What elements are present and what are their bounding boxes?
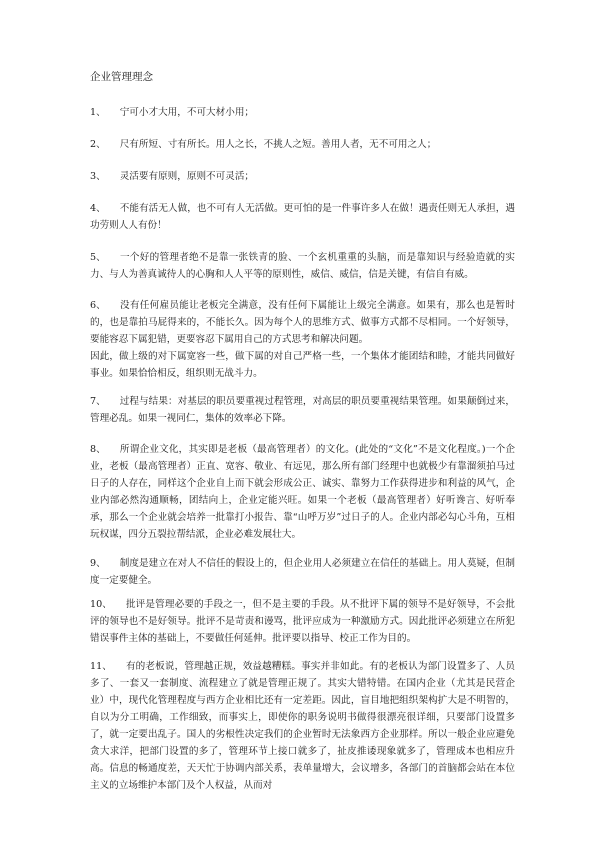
item-number: 10、: [90, 599, 112, 610]
item-number: 1、: [90, 107, 106, 118]
item-paragraph: [90, 297, 515, 348]
item-paragraph: [90, 596, 515, 647]
item-paragraph: [90, 104, 515, 121]
item-number: 2、: [90, 139, 106, 150]
item-paragraph: [90, 249, 515, 283]
item-paragraph: [90, 136, 515, 153]
item-number: 4、: [90, 203, 106, 214]
list-item: [90, 658, 515, 794]
item-text: 灵活要有原则，原则不可灵活；: [119, 171, 255, 182]
list-item: [90, 136, 515, 153]
item-paragraph: [90, 168, 515, 185]
list-item: [90, 200, 515, 234]
item-paragraph: [90, 658, 515, 794]
item-paragraph: [90, 441, 515, 543]
item-text: 有的老板说，管理越正规，效益越糟糕。事实并非如此。有的老板认为部门设置多了、人员多了、一套又一套制度、流程建立了就是管理正规了。其实大错特错。在国内企业（尤其是民营企业）中，现代化管理程度与西方企业相比还有一定差距。因此，盲目地把组织架构扩大是不明智的，自以为分工明确，工作细致，而事实上，即使你的职务说明书做得很漂亮很详细，只要部门设置多了，就一定要出乱子。国人的劣根性决定我们的企业暂时无法象西方企业那样。所以一般企业应避免贪大求洋，把部门设置的多了，管理环节上接口就多了，扯皮推诿现象就多了，管理成本也相应升高。信息的畅通度差，天天忙于协调内部关系，表单量增大，会议增多，各部门的首脑都会站在本位主义的立场维护本部门及个人权益，从而对: [90, 661, 515, 791]
list-item: [90, 168, 515, 185]
item-text: 一个好的管理者绝不是靠一张铁青的脸、一个玄机重重的头脑，而是靠知识与经验造就的实力、与人为善真诚待人的心胸和人人平等的原则性，威信、威信，信是关键，有信自有威。: [90, 252, 515, 280]
item-paragraph: [90, 393, 515, 427]
item-text: 制度是建立在对人不信任的假设上的，但企业用人必须建立在信任的基础上。用人莫疑，但制度一定要健全。: [90, 558, 515, 586]
item-paragraph: [90, 348, 515, 382]
list-item: [90, 249, 515, 283]
item-text: 批评是管理必要的手段之一，但不是主要的手段。从不批评下属的领导不是好领导，不会批评的领导也不是好领导。批评不是苛责和谩骂，批评应成为一种激励方式。因此批评必须建立在所犯错误事件主体的基础上，不要做任何延伸。批评要以指导、校正工作为目的。: [90, 599, 515, 644]
item-text: 宁可小才大用，不可大材小用；: [119, 107, 255, 118]
list-item: [90, 104, 515, 121]
item-number: 9、: [90, 558, 106, 569]
list-item: [90, 297, 515, 382]
list-item: [90, 393, 515, 427]
item-text: 所谓企业文化，其实即是老板（最高管理者）的文化。(此处的“文化”不是文化程度。)一个企业，老板（最高管理者）正直、宽容、敬业、有远见，那么所有部门经理中也就极少有靠溜须拍马过日子的人存在，同样这个企业自上而下就会形成公正、诚实、靠努力工作获得进步和利益的风气，企业内部必然沟通顺畅，团结向上，企业定能兴旺。如果一个老板（最高管理者）好听谗言、好听奉承，那么一个企业就会培养一批靠打小报告、靠“山呼万岁”过日子的人。企业内部必勾心斗角，互相玩权谋，四分五裂拉帮结派，企业必难发展壮大。: [90, 444, 515, 540]
list-item: [90, 555, 515, 589]
item-number: 8、: [90, 444, 106, 455]
document-title: 企业管理理念: [90, 71, 153, 83]
item-number: 5、: [90, 252, 106, 263]
list-item: [90, 441, 515, 543]
item-text: 尺有所短、寸有所长。用人之长，不挑人之短。善用人者，无不可用之人；: [119, 139, 437, 150]
item-number: 6、: [90, 300, 106, 311]
item-text: 没有任何雇员能让老板完全满意，没有任何下属能让上级完全满意。如果有，那么也是暂时的，也是靠拍马屁得来的，不能长久。因为每个人的思维方式、做事方式都不尽相同。一个好领导，要能容忍下属犯错，更要容忍下属用自己的方式思考和解决问题。: [90, 300, 515, 345]
item-number: 7、: [90, 396, 106, 407]
item-number: 3、: [90, 171, 106, 182]
item-paragraph: [90, 555, 515, 589]
item-text: 不能有活无人做，也不可有人无活做。更可怕的是一件事许多人在做！遇责任则无人承担，遇功劳则人人有份！: [90, 203, 515, 231]
item-text: 因此，做上级的对下属宽容一些，做下属的对自己严格一些，一个集体才能团结和睦，才能共同做好事业。如果恰恰相反，组织则无战斗力。: [90, 351, 515, 379]
item-number: 11、: [90, 661, 112, 672]
list-item: [90, 596, 515, 647]
item-text: 过程与结果：对基层的职员要重视过程管理，对高层的职员要重视结果管理。如果颠倒过来，管理必乱。如果一视同仁，集体的效率必下降。: [90, 396, 515, 424]
item-paragraph: [90, 200, 515, 234]
